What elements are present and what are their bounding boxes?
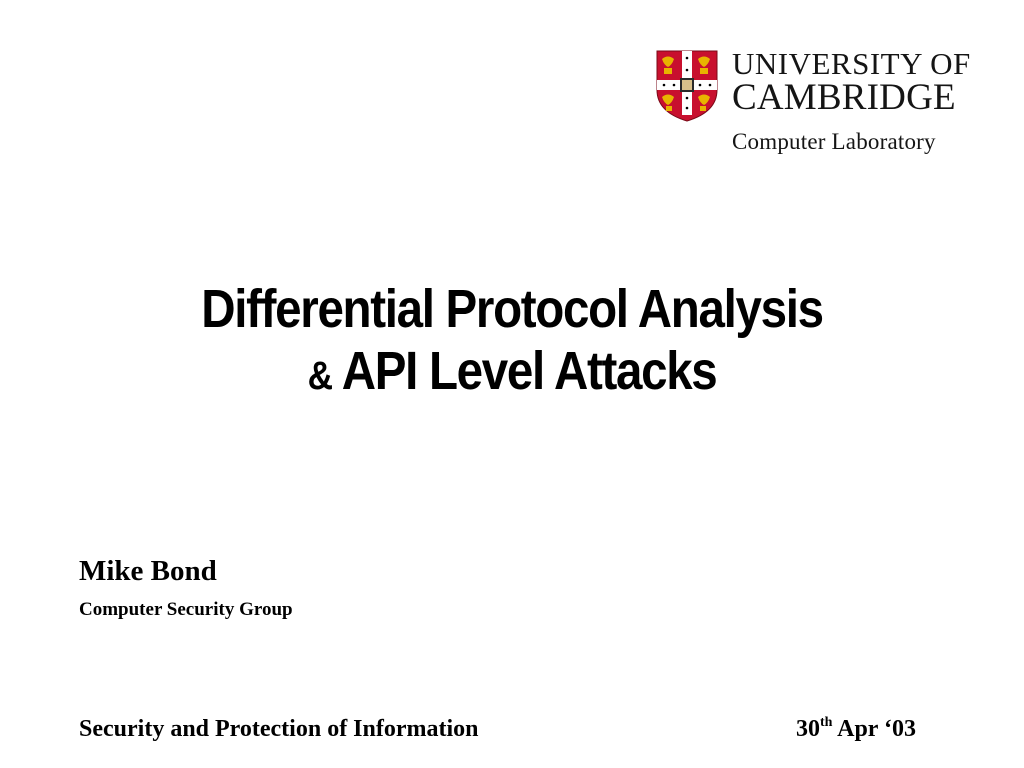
cambridge-crest-icon — [656, 50, 718, 122]
title-line-1: Differential Protocol Analysis — [201, 279, 823, 339]
title-line-2-text: API Level Attacks — [331, 341, 717, 401]
logo-university-of: UNIVERSITY OF — [732, 46, 971, 81]
logo-cambridge: CAMBRIDGE — [732, 77, 956, 118]
date-suffix: th — [820, 715, 833, 730]
author-group: Computer Security Group — [79, 599, 293, 620]
title-ampersand: & — [307, 354, 332, 398]
logo-department: Computer Laboratory — [732, 129, 936, 154]
university-logo — [656, 48, 996, 163]
footer-date — [796, 714, 916, 744]
title-line-2 — [61, 340, 962, 407]
author-name: Mike Bond — [79, 555, 217, 587]
date-rest: Apr ‘03 — [832, 716, 917, 742]
slide-title — [61, 278, 962, 407]
date-day: 30 — [796, 716, 820, 742]
footer-course: Security and Protection of Information — [79, 716, 479, 742]
